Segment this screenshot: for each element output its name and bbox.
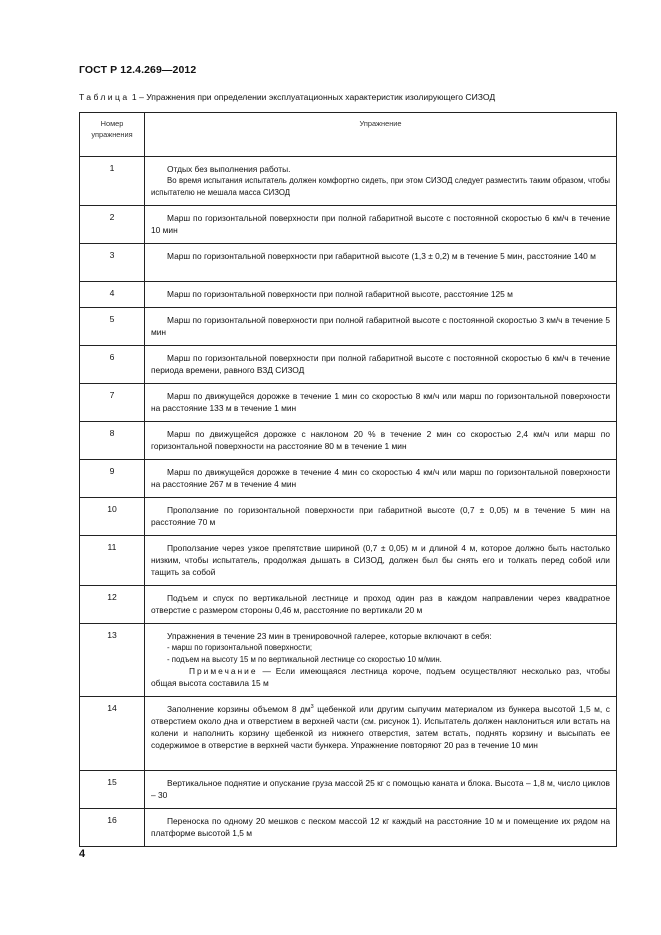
table-row bbox=[80, 308, 617, 346]
note-label: Примечание bbox=[189, 666, 258, 676]
row-note bbox=[151, 665, 610, 689]
row-text: Подъем и спуск по вертикальной лестнице и проход один раз в каждом направлении через квадратное отверстие с размером стороны 0,46 м, расстояние по вертикали 20 м bbox=[151, 593, 610, 615]
caption-number: 1 bbox=[131, 92, 137, 102]
table-row bbox=[80, 206, 617, 244]
row-text: Марш по движущейся дорожке в течение 4 мин со скоростью 4 км/ч или марш по горизонтальной поверхности на расстояние 267 м в течение 4 мин bbox=[151, 467, 610, 489]
row-number: 15 bbox=[80, 771, 145, 809]
table-row bbox=[80, 244, 617, 282]
row-text: Вертикальное поднятие и опускание груза массой 25 кг с помощью каната и блока. Высота – 1,8 м, число циклов – 30 bbox=[151, 778, 610, 800]
row-text: Марш по горизонтальной поверхности при полной габаритной высоте, расстояние 125 м bbox=[167, 289, 513, 299]
row-text: Проползание по горизонтальной поверхности при габаритной высоте (0,7 ± 0,05) м в течение 5 мин на расстояние 70 м bbox=[151, 505, 610, 527]
row-number: 4 bbox=[80, 282, 145, 308]
table-row bbox=[80, 771, 617, 809]
row-number: 16 bbox=[80, 809, 145, 847]
table-header-row bbox=[80, 113, 617, 157]
exercise-table bbox=[79, 112, 617, 847]
row-intro: Упражнения в течение 23 мин в тренировочной галерее, которые включают в себя: bbox=[167, 631, 492, 641]
note-text: — Если имеющаяся лестница короче, подъем осуществляют несколько раз, чтобы общая высота составила 15 м bbox=[151, 666, 610, 688]
table-row bbox=[80, 460, 617, 498]
table-row bbox=[80, 384, 617, 422]
row-number: 9 bbox=[80, 460, 145, 498]
table-caption bbox=[79, 92, 619, 102]
row-text: Проползание через узкое препятствие шириной (0,7 ± 0,05) м и длиной 4 м, которое должно быть настолько низким, чтобы испытатель, продолжая дышать в СИЗОД, должен был бы снять его и толкать перед собой или тащить за собой bbox=[151, 543, 610, 577]
table-row bbox=[80, 536, 617, 586]
row-number: 10 bbox=[80, 498, 145, 536]
row-text: Марш по движущейся дорожке с наклоном 20 % в течение 2 мин со скоростью 2,4 км/ч или марш по горизонтальной поверхности на расстояние 80 м в течение 1 мин bbox=[151, 429, 610, 451]
row-line: Во время испытания испытатель должен комфортно сидеть, при этом СИЗОД следует разместить таким образом, чтобы испытателю не мешала масса СИЗОД bbox=[151, 176, 610, 197]
row-number: 14 bbox=[80, 697, 145, 771]
row-number: 11 bbox=[80, 536, 145, 586]
row-text bbox=[145, 157, 617, 206]
caption-text: – Упражнения при определении эксплуатационных характеристик изолирующего СИЗОД bbox=[139, 92, 496, 102]
row-text: Марш по горизонтальной поверхности при полной габаритной высоте с постоянной скоростью 6 км/ч в течение периода времени, равного ВЗД СИЗОД bbox=[151, 353, 610, 375]
row-line: Отдых без выполнения работы. bbox=[167, 164, 291, 174]
header-number: Номер упражнения bbox=[80, 113, 145, 157]
table-row bbox=[80, 697, 617, 771]
document-id: ГОСТ Р 12.4.269—2012 bbox=[79, 64, 197, 76]
table-row bbox=[80, 809, 617, 847]
table-row bbox=[80, 157, 617, 206]
row-text: Марш по горизонтальной поверхности при полной габаритной высоте с постоянной скоростью 6 км/ч в течение 10 мин bbox=[151, 213, 610, 235]
row-number: 12 bbox=[80, 586, 145, 624]
row-number: 1 bbox=[80, 157, 145, 206]
table-row bbox=[80, 624, 617, 697]
table-row bbox=[80, 422, 617, 460]
row-number: 13 bbox=[80, 624, 145, 697]
row-list-item: - подъем на высоту 15 м по вертикальной лестнице со скоростью 10 м/мин. bbox=[167, 654, 442, 664]
row-text: Марш по горизонтальной поверхности при полной габаритной высоте с постоянной скоростью 3 км/ч в течение 5 мин bbox=[151, 315, 610, 337]
row-list-item: - марш по горизонтальной поверхности; bbox=[167, 643, 313, 652]
caption-label: Таблица bbox=[79, 92, 130, 102]
row-number: 8 bbox=[80, 422, 145, 460]
row-text bbox=[145, 624, 617, 697]
table-row bbox=[80, 346, 617, 384]
row-text: Заполнение корзины объемом 8 $дм^3$ щебенкой или другим сыпучим материалом из бункера высотой 1,5 м, с отверстием около дна и отверстием в верхней части (см. рисунок 1). Испытатель должен наклониться или встать на колени и наполнить корзину щебенкой из нижнего отверстия, затем встать, поднять корзину и высыпать ее содержимое в отверстие в верхней части бункера. Упражнение повторяют 20 раз в течение 10 мин bbox=[151, 704, 610, 750]
row-number: 7 bbox=[80, 384, 145, 422]
row-number: 3 bbox=[80, 244, 145, 282]
row-text: Переноска по одному 20 мешков с песком массой 12 кг каждый на расстояние 10 м и помещение их рядом на платформе высотой 1,5 м bbox=[151, 816, 610, 838]
page-number: 4 bbox=[79, 848, 86, 860]
header-exercise: Упражнение bbox=[145, 113, 617, 157]
row-number: 5 bbox=[80, 308, 145, 346]
row-text: Марш по движущейся дорожке в течение 1 мин со скоростью 8 км/ч или марш по горизонтальной поверхности на расстояние 133 м в течение 1 мин bbox=[151, 391, 610, 413]
row-number: 6 bbox=[80, 346, 145, 384]
table-row bbox=[80, 282, 617, 308]
table-row bbox=[80, 498, 617, 536]
row-number: 2 bbox=[80, 206, 145, 244]
row-text: Марш по горизонтальной поверхности при габаритной высоте (1,3 ± 0,2) м в течение 5 мин, расстояние 140 м bbox=[167, 251, 596, 261]
table-row bbox=[80, 586, 617, 624]
